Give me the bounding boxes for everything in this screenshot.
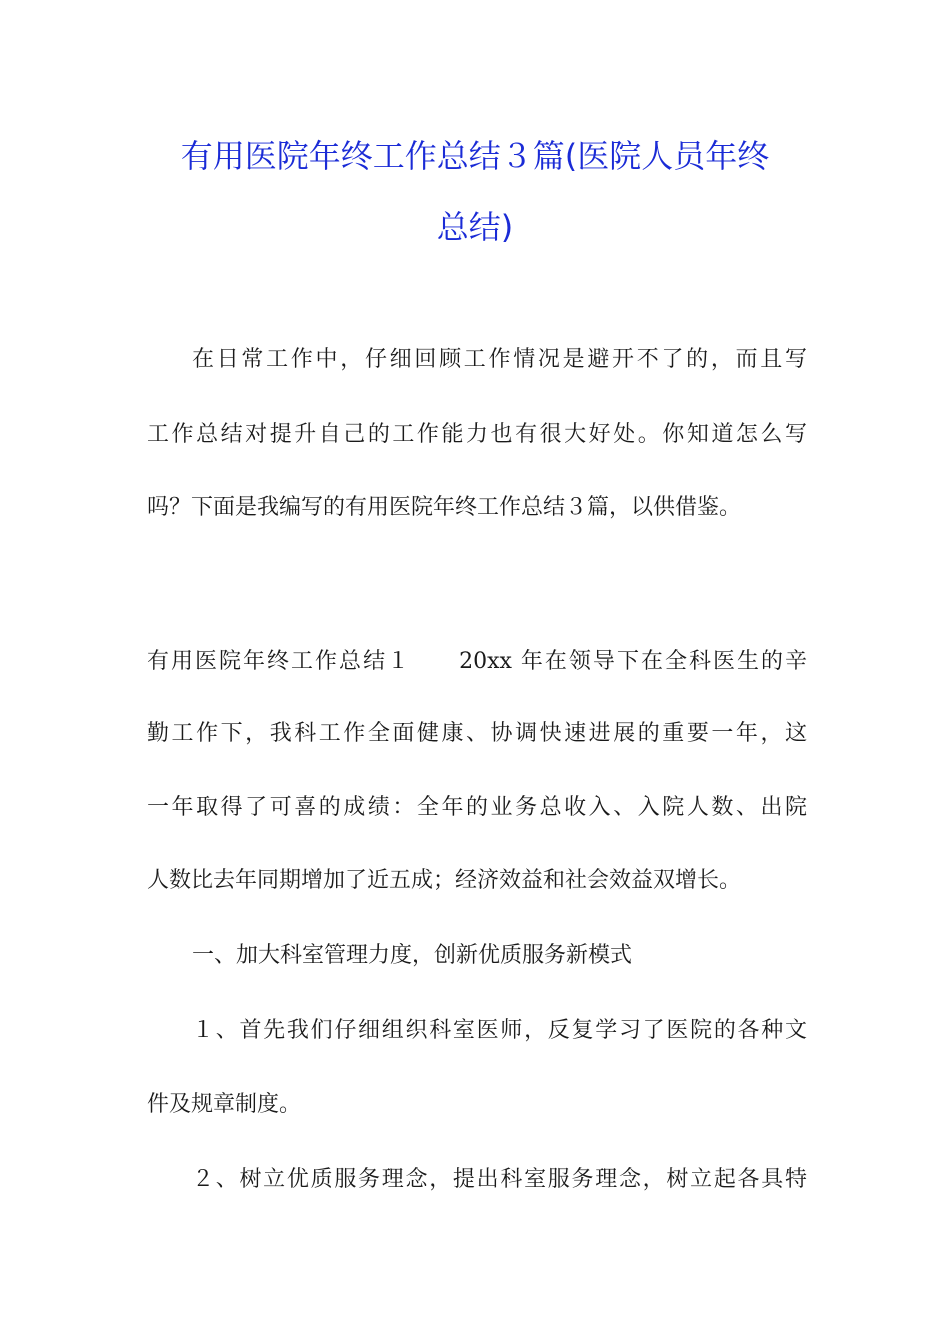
list-item-line: １、首先我们仔细组织科室医师，反复学习了医院的各种文 [192,1018,807,1043]
document-title-line-2: 总结) [436,208,514,246]
body-paragraph-line: 勤工作下，我科工作全面健康、协调快速进展的重要一年，这 [147,721,807,746]
body-paragraph-line: 有用医院年终工作总结１ 20xx 年在领导下在全科医生的辛 [147,649,807,674]
intro-paragraph-line: 吗？下面是我编写的有用医院年终工作总结３篇，以供借鉴。 [147,495,742,520]
intro-paragraph-line: 在日常工作中，仔细回顾工作情况是避开不了的，而且写 [192,347,807,372]
body-paragraph-line: 一年取得了可喜的成绩：全年的业务总收入、入院人数、出院 [147,795,807,820]
document-title-line-1: 有用医院年终工作总结３篇(医院人员年终 [180,137,770,175]
intro-paragraph-line: 工作总结对提升自己的工作能力也有很大好处。你知道怎么写 [147,422,807,447]
list-item-line: ２、树立优质服务理念，提出科室服务理念，树立起各具特 [192,1167,807,1192]
body-paragraph-line: 人数比去年同期增加了近五成；经济效益和社会效益双增长。 [147,868,742,893]
list-item-line: 件及规章制度。 [147,1092,302,1117]
section-heading: 一、加大科室管理力度，创新优质服务新模式 [192,943,633,968]
